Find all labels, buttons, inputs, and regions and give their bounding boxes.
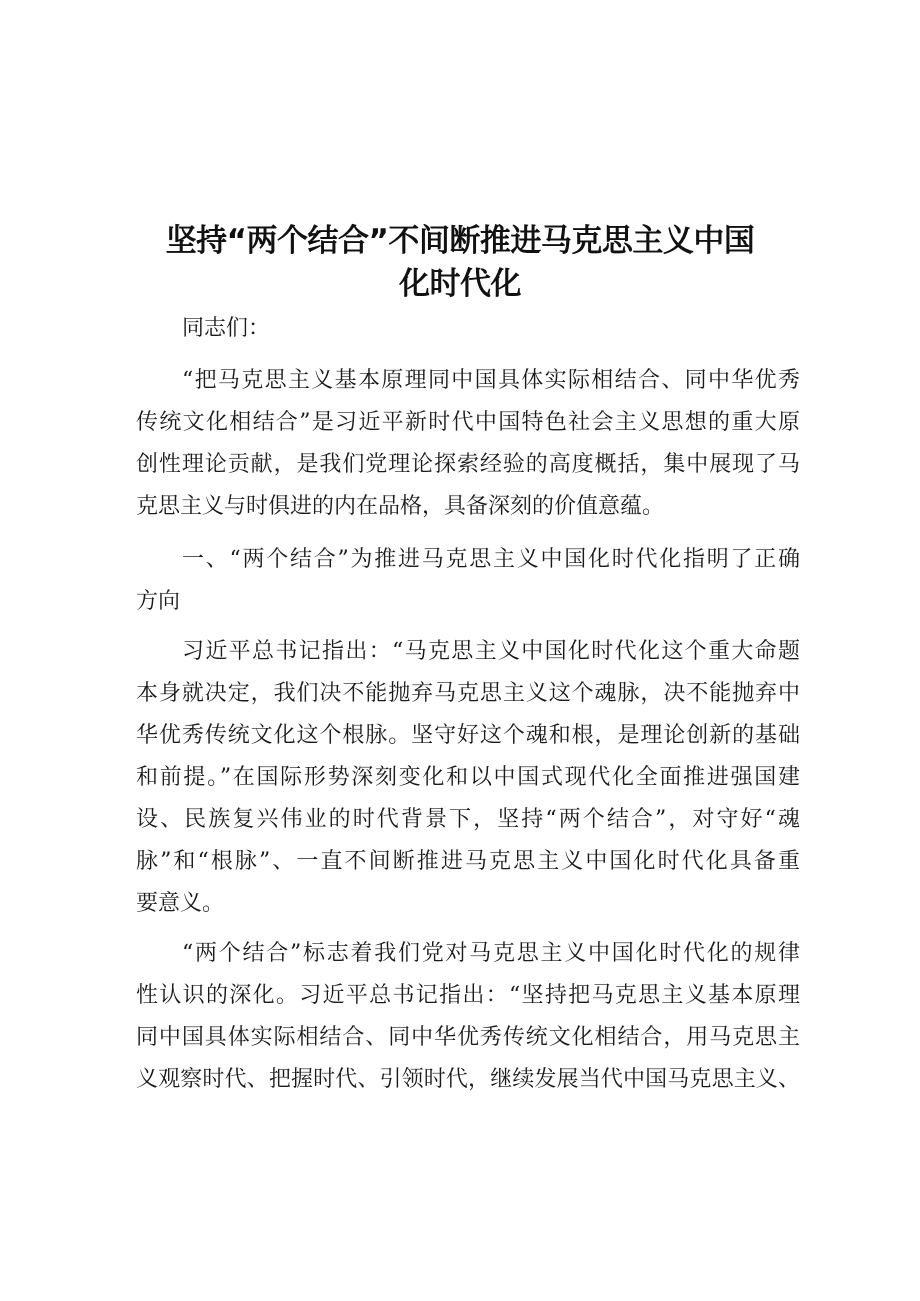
paragraph-1-line-4: 克思主义与时俱进的内在品格，具备深刻的价值意蕴。 bbox=[136, 494, 665, 519]
document-title-line-1: 坚持“两个结合”不间断推进马克思主义中国 bbox=[165, 223, 755, 259]
salutation: 同志们： bbox=[182, 316, 271, 341]
document-title-line-2: 化时代化 bbox=[399, 266, 521, 302]
paragraph-3-line-3: 华优秀传统文化这个根脉。坚守好这个魂和根，是理论创新的基础 bbox=[136, 723, 800, 748]
section-heading-line-1: 一、“两个结合”为推进马克思主义中国化时代化指明了正确 bbox=[182, 547, 800, 572]
section-heading-line-2: 方向 bbox=[136, 589, 181, 614]
paragraph-3-line-5: 设、民族复兴伟业的时代背景下，坚持“两个结合”，对守好“魂 bbox=[136, 807, 800, 832]
paragraph-3-line-6: 脉”和“根脉”、一直不间断推进马克思主义中国化时代化具备重 bbox=[136, 849, 800, 874]
paragraph-1-line-1: “把马克思主义基本原理同中国具体实际相结合、同中华优秀 bbox=[182, 368, 800, 393]
paragraph-1-line-2: 传统文化相结合”是习近平新时代中国特色社会主义思想的重大原 bbox=[136, 410, 800, 435]
paragraph-4-line-1: “两个结合”标志着我们党对马克思主义中国化时代化的规律 bbox=[182, 941, 800, 966]
paragraph-4-line-3: 同中国具体实际相结合、同中华优秀传统文化相结合，用马克思主 bbox=[136, 1025, 800, 1050]
paragraph-4-line-2: 性认识的深化。习近平总书记指出：“坚持把马克思主义基本原理 bbox=[136, 983, 800, 1008]
paragraph-1-line-3: 创性理论贡献，是我们党理论探索经验的高度概括，集中展现了马 bbox=[136, 452, 800, 477]
paragraph-3-line-1: 习近平总书记指出：“马克思主义中国化时代化这个重大命题 bbox=[182, 639, 800, 664]
paragraph-4-line-4: 义观察时代、把握时代、引领时代，继续发展当代中国马克思主义、 bbox=[136, 1067, 800, 1092]
paragraph-3-line-4: 和前提。”在国际形势深刻变化和以中国式现代化全面推进强国建 bbox=[136, 765, 800, 790]
paragraph-3-line-7: 要意义。 bbox=[136, 891, 225, 916]
paragraph-3-line-2: 本身就决定，我们决不能抛弃马克思主义这个魂脉，决不能抛弃中 bbox=[136, 681, 800, 706]
